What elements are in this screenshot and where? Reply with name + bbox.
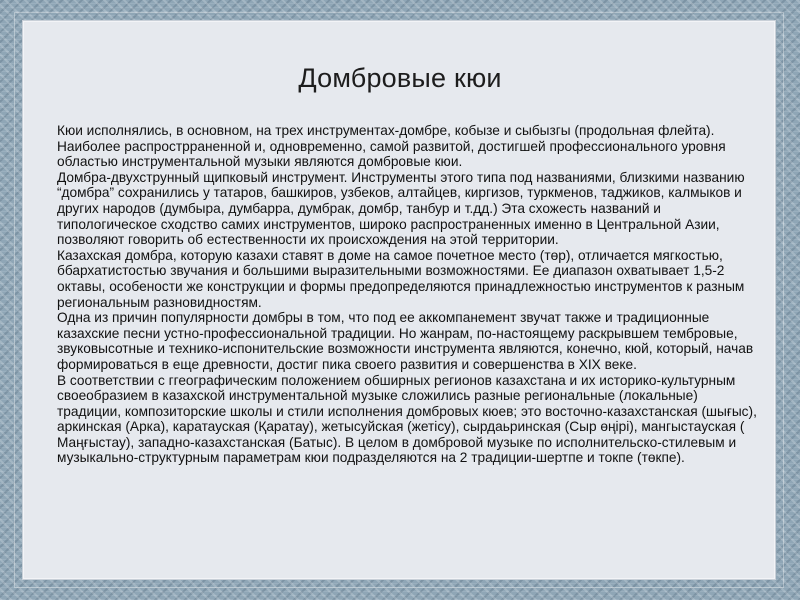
paragraph-dombra-origin: Домбра-двухструнный щипковый инструмент. Инструменты этого типа под названиями, близкими названию “домбра” сохранились у татаров, башкиров, узбеков, алтайцев, киргизов, туркменов, таджиков, калмыков и других народов (думбыра, думбарра, думбрак, домбр, танбур и т.дд.) Эта схожесть названий и типологическое сходство самих инструментов, широко распространенных именно в Центральной Азии, позволяют говорить об естественности их происхождения на этой территории. bbox=[57, 169, 745, 248]
slide-title: Домбровые кюи bbox=[298, 63, 502, 93]
slide-panel bbox=[22, 20, 776, 580]
paragraph-popularity: Одна из причин популярности домбры в том, что под ее аккомпанемент звучат также и традиционные казахские песни устно-профессиональной традиции. Но жанрам, по-настоящему раскрывшем тембровые, звуковысотные и технико-испонительские возможности инструмента являются, конечно, кюй, который, начав формироваться в еще древности, достиг пика своего развития и совершенства в XIX веке. bbox=[57, 310, 754, 372]
slide-body bbox=[57, 123, 757, 466]
paragraph-regional-traditions: В соответствии с ггеографическим положением обширных регионов казахстана и их историко-культурным своеобразием в казахской инструментальной музыке сложились разные региональные (локальные) традиции, композиторские школы и стили исполнения домбровых кюев; это восточно-казахстанская (шығыс), аркинская (Арка), каратауская (Қаратау), жетысуйская (жетісу), сырдаьринская (Сыр өңірі), мангыстауская ( Маңғыстау), западно-казахстанская (Батыс). В целом в домбровой музыке по исполнительско-стилевым и музыкально-структурным параметрам кюи подразделяются на 2 традиции-шертпе и токпе (төкпе). bbox=[57, 372, 757, 466]
paragraph-instruments: Кюи исполнялись, в основном, на трех инструментах-домбре, кобызе и сыбызгы (продольная флейта). Наиболее распрострраненной и, одновременно, самой развитой, достигшей профессионального уровня областью инструментальной музыки являются домбровые кюи. bbox=[57, 123, 726, 170]
paragraph-kazakh-dombra: Казахская домбра, которую казахи ставят в доме на самое почетное место (төр), отличается мягкостью, ббархатистостью звучания и большими выразительными возможностями. Ее диапазон охватывает 1,5-2 октавы, особености же конструкции и формы предопределяются принадлежностью инструментов к разным региональным разновидностям. bbox=[57, 247, 745, 310]
